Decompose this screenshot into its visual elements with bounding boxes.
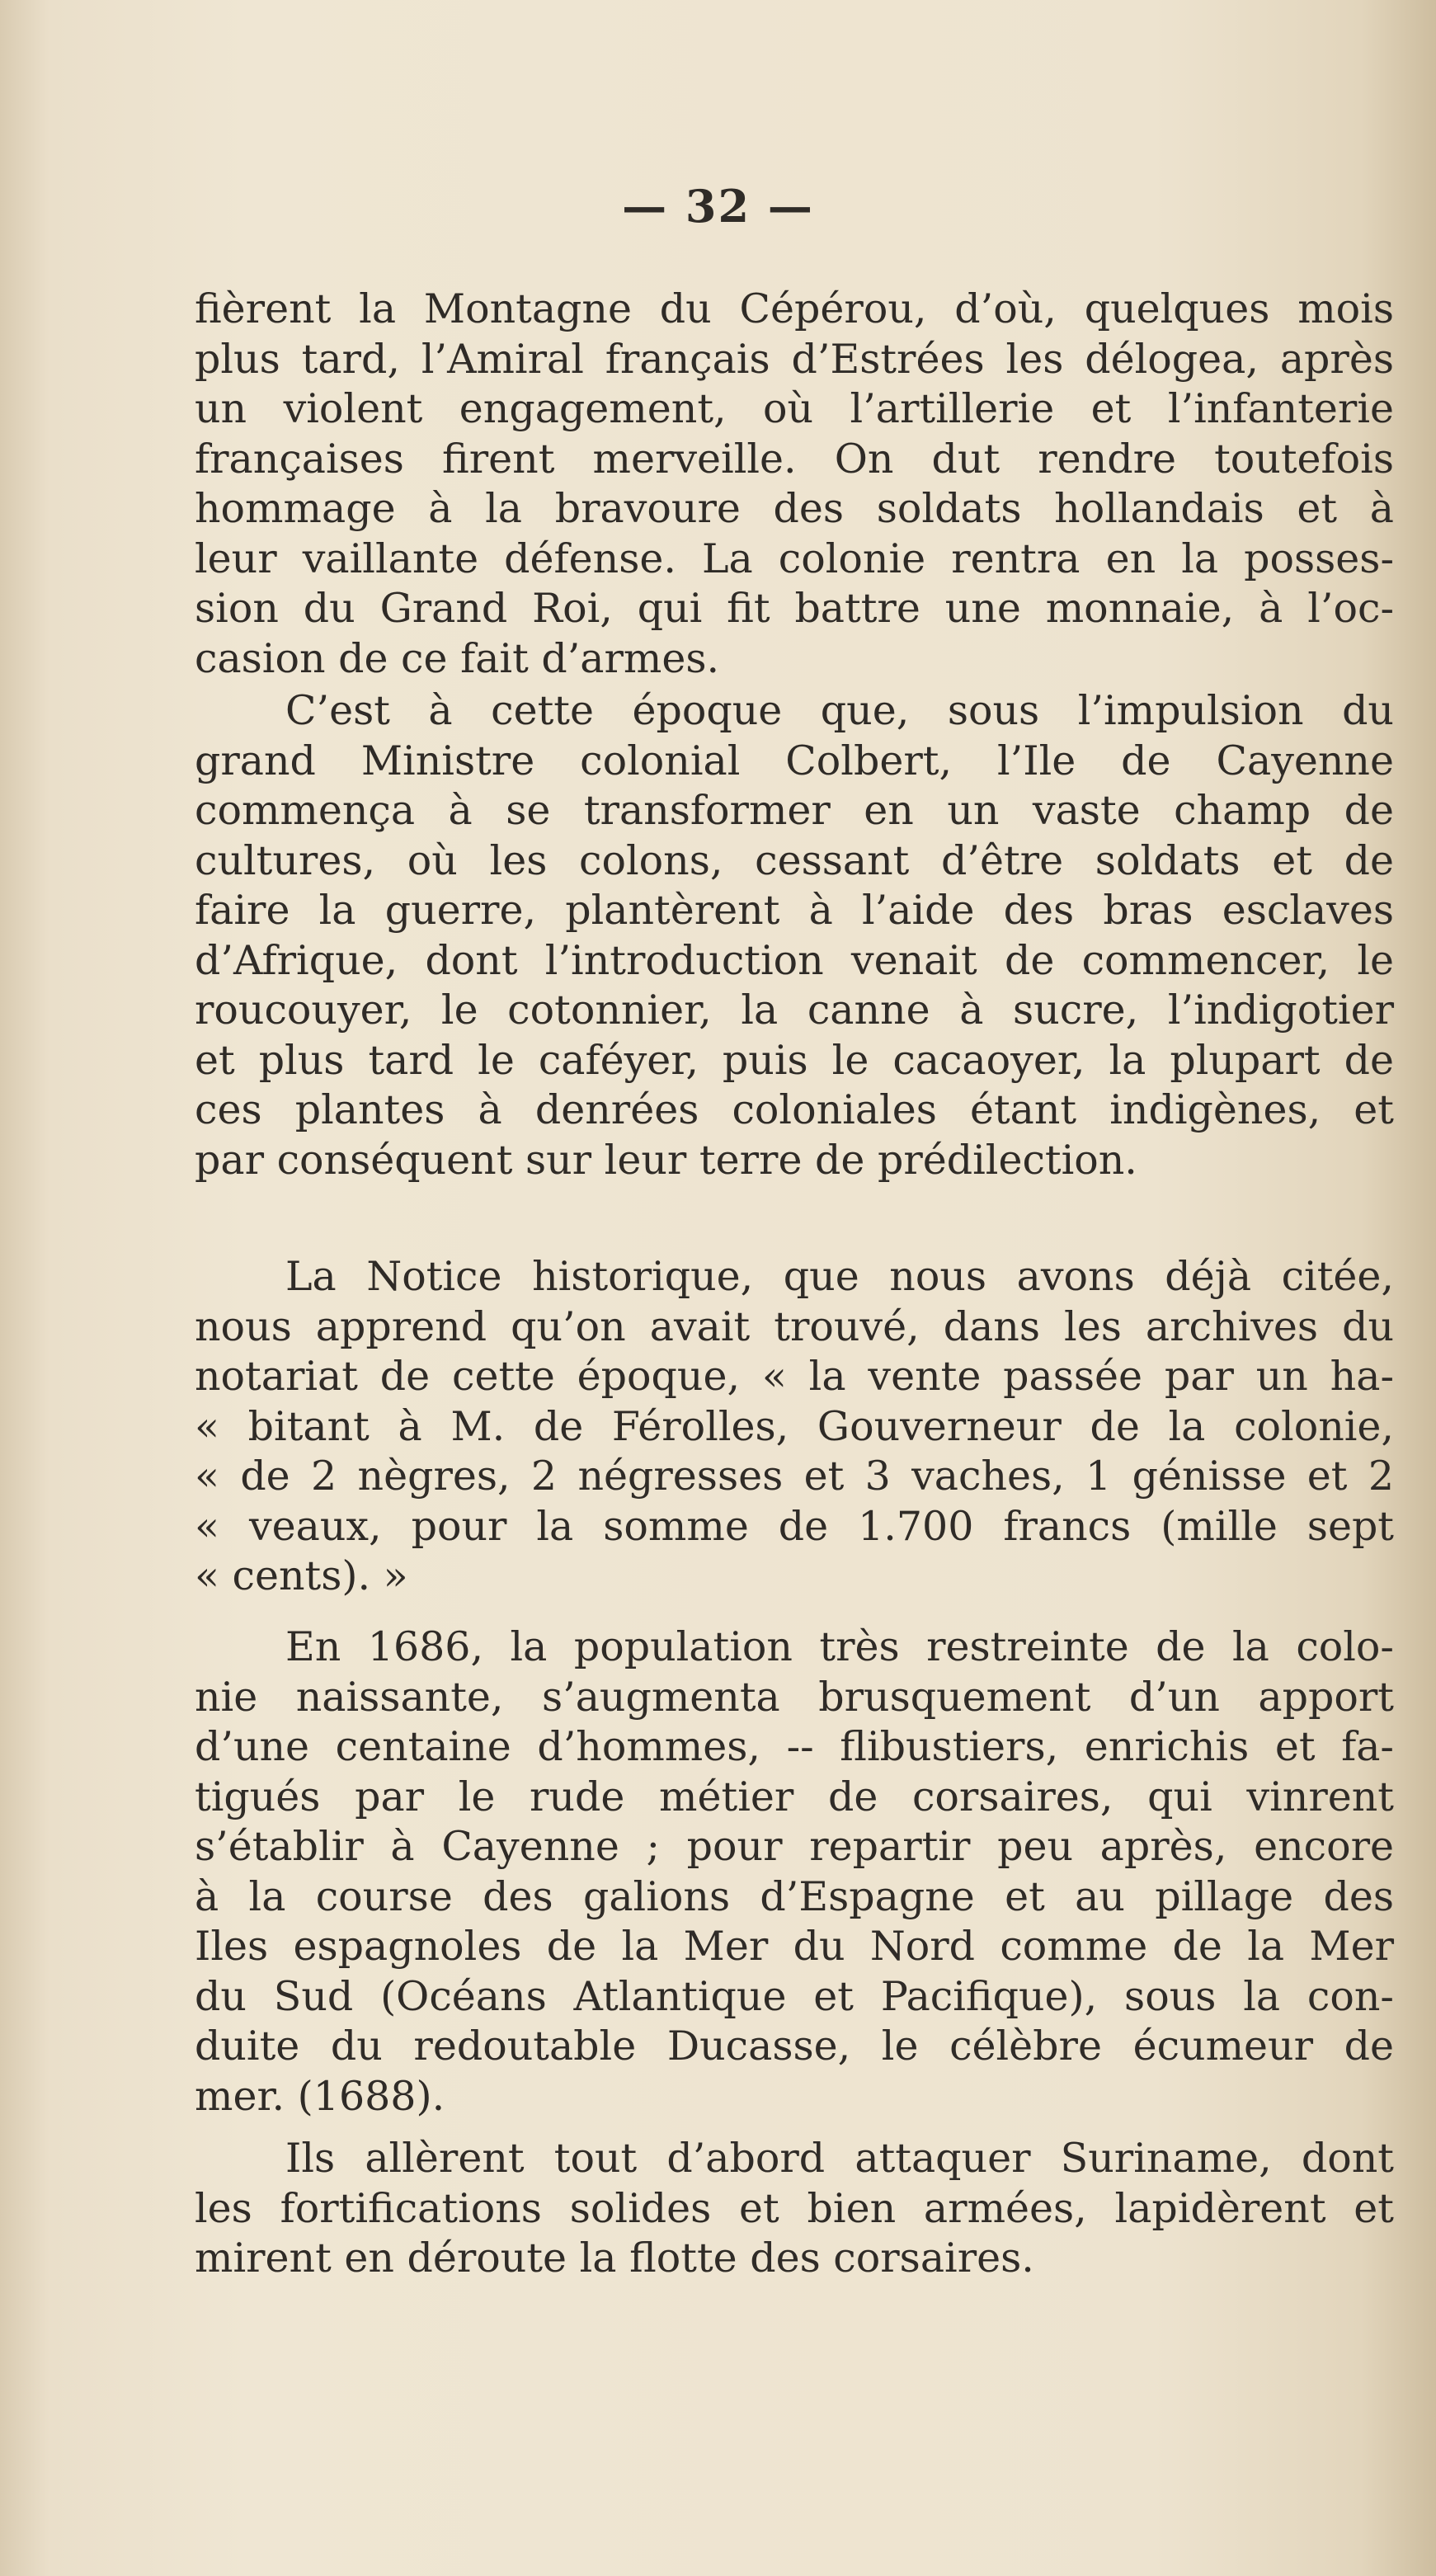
text-line: hommage à la bravoure des soldats hollandais et à — [195, 485, 1394, 532]
text-line: s’établir à Cayenne ; pour repartir peu après, encore — [195, 1823, 1394, 1870]
text-line: plus tard, l’Amiral français d’Estrées les délogea, après — [195, 335, 1394, 383]
text-line: sion du Grand Roi, qui fit battre une monnaie, à l’oc- — [195, 585, 1394, 632]
text-line: C’est à cette époque que, sous l’impulsion du — [285, 687, 1394, 734]
text-line: commença à se transformer en un vaste champ de — [195, 787, 1394, 834]
text-line: « de 2 nègres, 2 négresses et 3 vaches, 1 génisse et 2 — [195, 1453, 1394, 1500]
text-line: « bitant à M. de Férolles, Gouverneur de la colonie, — [195, 1402, 1394, 1450]
text-line: tigués par le rude métier de corsaires, qui vinrent — [195, 1773, 1394, 1820]
text-line: d’une centaine d’hommes, -- flibustiers, enrichis et fa- — [195, 1723, 1394, 1770]
text-line: « cents). » — [195, 1552, 408, 1599]
text-line: En 1686, la population très restreinte de la colo- — [285, 1623, 1394, 1670]
text-line: casion de ce fait d’armes. — [195, 634, 720, 682]
text-line: un violent engagement, où l’artillerie et l’infanterie — [195, 385, 1394, 432]
text-line: fièrent la Montagne du Cépérou, d’où, quelques mois — [195, 285, 1394, 332]
text-line: « veaux, pour la somme de 1.700 francs (mille sept — [195, 1502, 1394, 1550]
page-number: — 32 — — [622, 180, 814, 233]
text-line: Ils allèrent tout d’abord attaquer Suriname, dont — [285, 2135, 1394, 2182]
text-line: françaises firent merveille. On dut rendre toutefois — [195, 435, 1394, 483]
text-line: grand Ministre colonial Colbert, l’Ile de Cayenne — [195, 737, 1394, 784]
text-line: par conséquent sur leur terre de prédilection. — [195, 1136, 1137, 1184]
paragraph-1 — [195, 285, 1394, 684]
text-line: notariat de cette époque, « la vente passée par un ha- — [195, 1353, 1394, 1400]
text-line: roucouyer, le cotonnier, la canne à sucre, l’indigotier — [195, 987, 1394, 1034]
paragraph-5 — [195, 2134, 1394, 2284]
paragraph-2 — [195, 686, 1394, 1185]
text-line: les fortifications solides et bien armées, lapidèrent et — [195, 2184, 1394, 2232]
text-line: à la course des galions d’Espagne et au pillage des — [195, 1872, 1394, 1920]
text-line: nie naissante, s’augmenta brusquement d’un apport — [195, 1673, 1394, 1721]
text-line: La Notice historique, que nous avons déjà citée, — [285, 1253, 1394, 1300]
text-line: et plus tard le caféyer, puis le cacaoyer, la plupart de — [195, 1036, 1394, 1084]
text-line: Iles espagnoles de la Mer du Nord comme de la Mer — [195, 1923, 1394, 1970]
text-line: d’Afrique, dont l’introduction venait de commencer, le — [195, 936, 1394, 984]
text-line: mirent en déroute la flotte des corsaires. — [195, 2235, 1034, 2282]
text-line: leur vaillante défense. La colonie rentra en la posses- — [195, 535, 1394, 582]
text-line: mer. (1688). — [195, 2072, 445, 2120]
text-line: du Sud (Océans Atlantique et Pacifique), sous la con- — [195, 1972, 1394, 2020]
text-line: faire la guerre, plantèrent à l’aide des bras esclaves — [195, 887, 1394, 934]
text-line: ces plantes à denrées coloniales étant indigènes, et — [195, 1086, 1394, 1133]
paragraph-3 — [195, 1252, 1394, 1602]
text-line: duite du redoutable Ducasse, le célèbre écumeur de — [195, 2023, 1394, 2070]
paragraph-4 — [195, 1622, 1394, 2122]
text-line: cultures, où les colons, cessant d’être soldats et de — [195, 836, 1394, 884]
text-line: nous apprend qu’on avait trouvé, dans les archives du — [195, 1302, 1394, 1350]
